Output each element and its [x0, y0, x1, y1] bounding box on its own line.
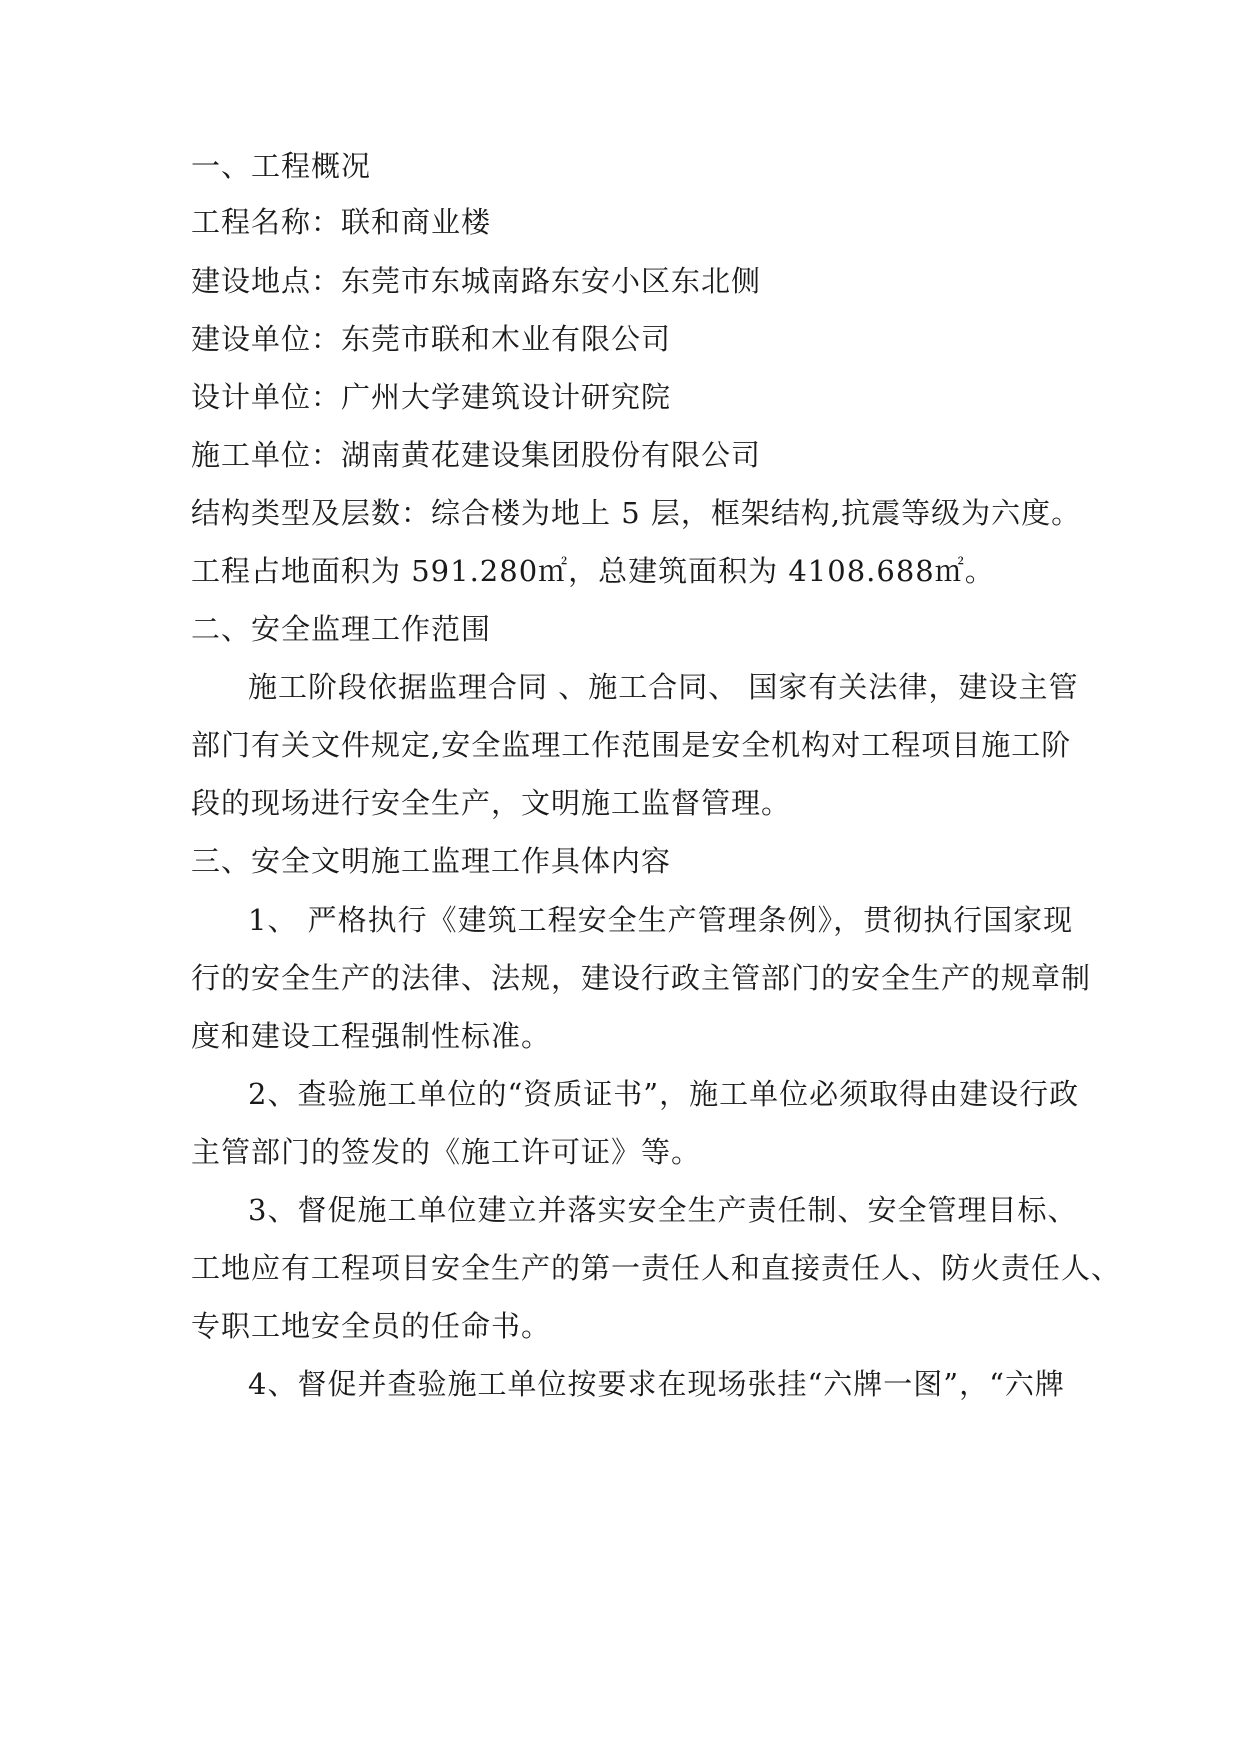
contractor-line: 施工单位：湖南黄花建设集团股份有限公司 [191, 438, 762, 472]
scope-paragraph-line: 施工阶段依据监理合同 、施工合同、 国家有关法律，建设主管 [248, 670, 1079, 704]
item-2-line: 2、查验施工单位的“资质证书”，施工单位必须取得由建设行政 [248, 1077, 1080, 1111]
structure-line: 结构类型及层数：综合楼为地上 5 层，框架结构,抗震等级为六度。 [191, 496, 1082, 530]
section-heading-overview: 一、工程概况 [191, 149, 372, 183]
designer-line: 设计单位：广州大学建筑设计研究院 [191, 380, 672, 414]
item-3-line: 工地应有工程项目安全生产的第一责任人和直接责任人、防火责任人、 [191, 1251, 1122, 1285]
project-name-line: 工程名称：联和商业楼 [191, 205, 492, 239]
item-1-line: 度和建设工程强制性标准。 [191, 1019, 552, 1053]
section-heading-content: 三、安全文明施工监理工作具体内容 [191, 844, 672, 878]
scope-paragraph-line: 部门有关文件规定,安全监理工作范围是安全机构对工程项目施工阶 [191, 728, 1072, 762]
item-2-line: 主管部门的签发的《施工许可证》等。 [191, 1135, 702, 1169]
section-heading-scope: 二、安全监理工作范围 [191, 612, 492, 646]
item-3-line: 3、督促施工单位建立并落实安全生产责任制、安全管理目标、 [248, 1193, 1078, 1227]
item-4-line: 4、督促并查验施工单位按要求在现场张挂“六牌一图”，“六牌 [248, 1367, 1065, 1401]
item-1-line: 行的安全生产的法律、法规，建设行政主管部门的安全生产的规章制 [191, 961, 1092, 995]
scope-paragraph-line: 段的现场进行安全生产，文明施工监督管理。 [191, 786, 792, 820]
item-3-line: 专职工地安全员的任命书。 [191, 1309, 552, 1343]
item-1-line: 1、 严格执行《建筑工程安全生产管理条例》，贯彻执行国家现 [248, 903, 1074, 937]
client-line: 建设单位：东莞市联和木业有限公司 [191, 322, 672, 356]
project-location-line: 建设地点：东莞市东城南路东安小区东北侧 [191, 264, 762, 298]
area-line: 工程占地面积为 591.280㎡，总建筑面积为 4108.688㎡。 [191, 554, 995, 588]
